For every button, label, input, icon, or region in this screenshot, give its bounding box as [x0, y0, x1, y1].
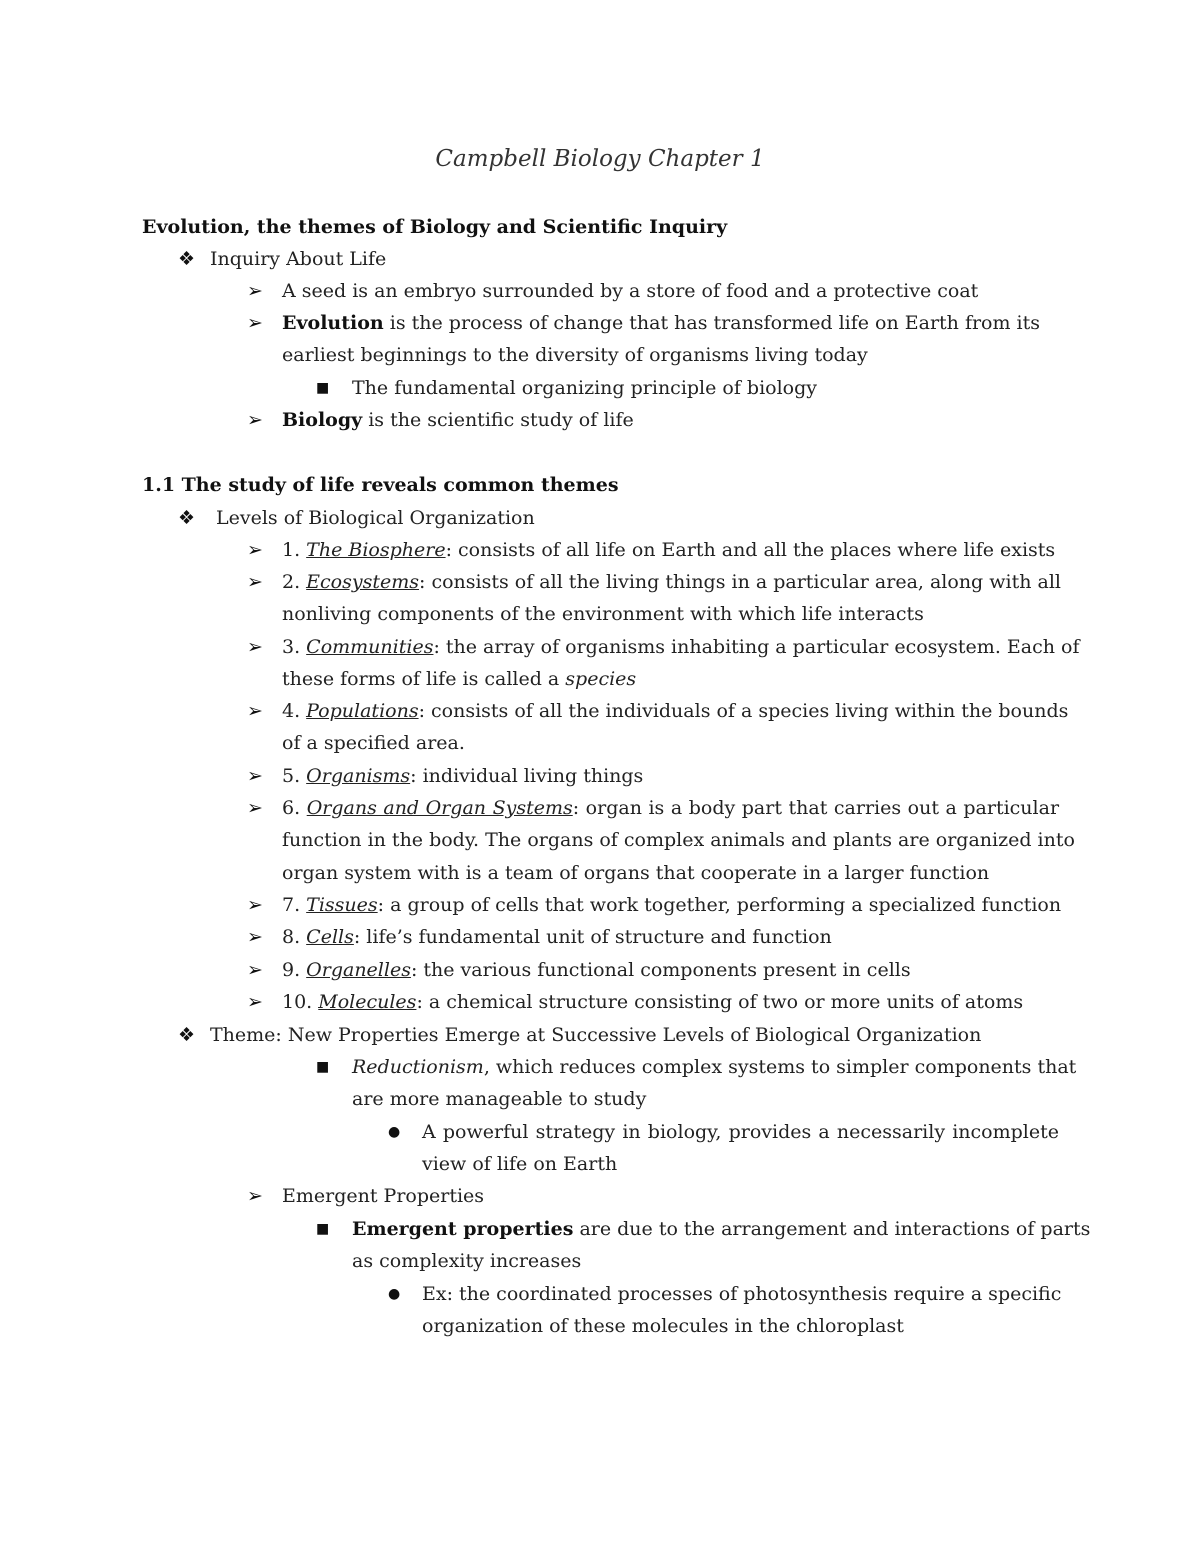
arrow-bullet-icon: ➢: [247, 312, 263, 334]
biology-term: Biology: [282, 409, 363, 431]
level-term: Communities: [306, 636, 434, 658]
section-heading-evolution: Evolution, the themes of Biology and Scientific Inquiry: [142, 216, 728, 238]
arrow-bullet-icon: ➢: [247, 280, 263, 302]
level-item-continued: of a specified area.: [282, 732, 465, 754]
level-item: 3. Communities: the array of organisms inhabiting a particular ecosystem. Each of: [282, 636, 1080, 658]
theme-emergence: Theme: New Properties Emerge at Successive Levels of Biological Organization: [210, 1024, 982, 1046]
level-term: Tissues: [306, 894, 378, 916]
diamond-bullet-icon: ❖: [178, 1024, 196, 1046]
square-bullet-icon: ■: [316, 1059, 330, 1075]
arrow-bullet-icon: ➢: [247, 894, 263, 916]
level-term: Ecosystems: [306, 571, 420, 593]
level-item: 10. Molecules: a chemical structure consisting of two or more units of atoms: [282, 991, 1024, 1013]
level-term: Molecules: [318, 991, 417, 1013]
arrow-bullet-icon: ➢: [247, 700, 263, 722]
square-bullet-icon: ■: [316, 380, 330, 396]
level-item-continued: function in the body. The organs of complex animals and plants are organized into: [282, 829, 1075, 851]
arrow-bullet-icon: ➢: [247, 926, 263, 948]
reductionism-note-line1: A powerful strategy in biology, provides a necessarily incomplete: [422, 1121, 1059, 1143]
square-bullet-icon: ■: [316, 1221, 330, 1237]
emergent-definition-line2: as complexity increases: [352, 1250, 582, 1272]
level-item: 7. Tissues: a group of cells that work together, performing a specialized function: [282, 894, 1062, 916]
topic-levels: Levels of Biological Organization: [216, 507, 535, 529]
arrow-bullet-icon: ➢: [247, 991, 263, 1013]
seed-definition: A seed is an embryo surrounded by a store of food and a protective coat: [282, 280, 979, 302]
emergent-term: Emergent properties: [352, 1218, 574, 1240]
level-term: Organs and Organ Systems: [306, 797, 573, 819]
level-term: Populations: [306, 700, 419, 722]
emergent-properties-topic: Emergent Properties: [282, 1185, 485, 1207]
level-term: Organelles: [306, 959, 411, 981]
arrow-bullet-icon: ➢: [247, 409, 263, 431]
arrow-bullet-icon: ➢: [247, 765, 263, 787]
example-line2: organization of these molecules in the chloroplast: [422, 1315, 904, 1337]
level-term: The Biosphere: [306, 539, 446, 561]
arrow-bullet-icon: ➢: [247, 571, 263, 593]
dot-bullet-icon: ●: [388, 1286, 401, 1302]
example-line1: Ex: the coordinated processes of photosynthesis require a specific: [422, 1283, 1062, 1305]
level-item-continued: nonliving components of the environment with which life interacts: [282, 603, 924, 625]
arrow-bullet-icon: ➢: [247, 539, 263, 561]
principle-note: The fundamental organizing principle of biology: [352, 377, 818, 399]
arrow-bullet-icon: ➢: [247, 959, 263, 981]
level-item: 5. Organisms: individual living things: [282, 765, 644, 787]
emergent-definition-line1: Emergent properties are due to the arrangement and interactions of parts: [352, 1218, 1091, 1240]
topic-inquiry-about-life: Inquiry About Life: [210, 248, 387, 270]
level-item: 6. Organs and Organ Systems: organ is a body part that carries out a particular: [282, 797, 1060, 819]
arrow-bullet-icon: ➢: [247, 797, 263, 819]
level-term: Cells: [306, 926, 354, 948]
dot-bullet-icon: ●: [388, 1124, 401, 1140]
section-heading-1-1: 1.1 The study of life reveals common themes: [142, 474, 619, 496]
reductionism-note-line2: view of life on Earth: [422, 1153, 618, 1175]
level-item-continued: organ system with is a team of organs that cooperate in a larger function: [282, 862, 990, 884]
species-term: species: [565, 668, 637, 690]
level-item: 8. Cells: life’s fundamental unit of structure and function: [282, 926, 832, 948]
reductionism-line2: are more manageable to study: [352, 1088, 647, 1110]
level-item: 1. The Biosphere: consists of all life on Earth and all the places where life exists: [282, 539, 1056, 561]
evolution-definition-line1: Evolution is the process of change that has transformed life on Earth from its: [282, 312, 1041, 334]
page-title: Campbell Biology Chapter 1: [435, 146, 765, 172]
evolution-definition-line2: earliest beginnings to the diversity of organisms living today: [282, 344, 868, 366]
reductionism-term: Reductionism: [352, 1056, 484, 1078]
level-term: Organisms: [306, 765, 411, 787]
arrow-bullet-icon: ➢: [247, 636, 263, 658]
diamond-bullet-icon: ❖: [178, 507, 196, 529]
reductionism-line1: Reductionism, which reduces complex systems to simpler components that: [352, 1056, 1077, 1078]
level-item-continued: these forms of life is called a species: [282, 668, 637, 690]
evolution-term: Evolution: [282, 312, 384, 334]
arrow-bullet-icon: ➢: [247, 1185, 263, 1207]
level-item: 9. Organelles: the various functional components present in cells: [282, 959, 911, 981]
diamond-bullet-icon: ❖: [178, 248, 196, 270]
biology-definition: Biology is the scientific study of life: [282, 409, 634, 431]
level-item: 2. Ecosystems: consists of all the living things in a particular area, along with all: [282, 571, 1061, 593]
level-item: 4. Populations: consists of all the individuals of a species living within the bounds: [282, 700, 1069, 722]
